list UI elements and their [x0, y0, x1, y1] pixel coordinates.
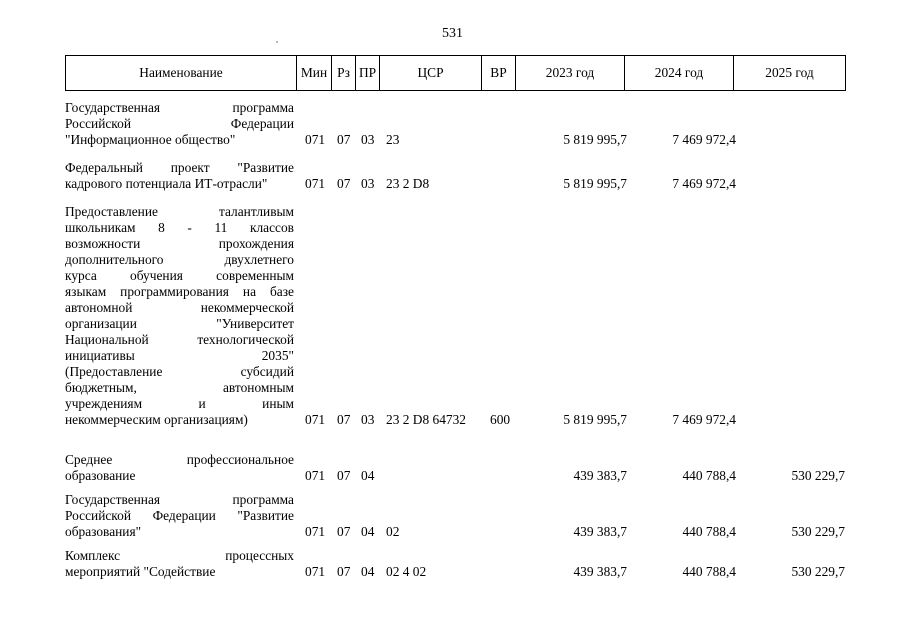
row-vr: 600	[490, 412, 511, 427]
row-2025-value: 530 229,7	[791, 468, 845, 483]
table-header	[65, 55, 846, 91]
row-pr: 04	[361, 564, 375, 579]
row-name-line: мероприятий "Содействие	[65, 564, 216, 579]
row-2024-value: 7 469 972,4	[672, 176, 736, 191]
header-pr: ПР	[356, 56, 380, 90]
row-name-line: Федеральный проект "Развитие	[65, 160, 294, 175]
row-name-line: "Информационное общество"	[65, 132, 236, 147]
table-row	[65, 100, 846, 148]
row-csr: 23 2 D8 64732	[386, 412, 466, 427]
row-pr: 03	[361, 132, 375, 147]
row-name-line: кадрового потенциала ИТ-отрасли"	[65, 176, 268, 191]
row-name	[65, 548, 294, 580]
row-csr: 23	[386, 132, 400, 147]
row-name-line: дополнительного двухлетнего	[65, 252, 294, 267]
row-name-line: языкам программирования на базе	[65, 284, 294, 299]
row-rz: 07	[337, 468, 351, 483]
header-vr: ВР	[482, 56, 516, 90]
row-name	[65, 204, 294, 428]
row-2024-value: 440 788,4	[682, 524, 736, 539]
row-name-line: Российской Федерации "Развитие	[65, 508, 294, 523]
header-csr: ЦСР	[380, 56, 482, 90]
scan-speck	[276, 41, 278, 43]
row-name-line: Государственная программа	[65, 492, 294, 507]
row-min: 071	[305, 176, 326, 191]
row-2023-value: 5 819 995,7	[563, 176, 627, 191]
header-name: Наименование	[66, 56, 297, 90]
row-rz: 07	[337, 564, 351, 579]
row-2025-value: 530 229,7	[791, 564, 845, 579]
row-name	[65, 452, 294, 484]
row-name	[65, 492, 294, 540]
row-name-line: Среднее профессиональное	[65, 452, 294, 467]
row-name-line: Государственная программа	[65, 100, 294, 115]
row-csr: 02 4 02	[386, 564, 427, 579]
table-row	[65, 160, 846, 192]
row-name-line: инициативы 2035"	[65, 348, 294, 363]
row-2024-value: 7 469 972,4	[672, 412, 736, 427]
row-name-line: (Предоставление субсидий	[65, 364, 294, 379]
row-pr: 04	[361, 524, 375, 539]
row-name-line: образования"	[65, 524, 142, 539]
row-name-line: бюджетным, автономным	[65, 380, 294, 395]
row-csr: 02	[386, 524, 400, 539]
row-min: 071	[305, 564, 326, 579]
row-name-line: автономной некоммерческой	[65, 300, 294, 315]
row-name-line: Комплекс процессных	[65, 548, 294, 563]
header-2025: 2025 год	[765, 65, 814, 80]
row-2023-value: 439 383,7	[573, 468, 627, 483]
row-min: 071	[305, 468, 326, 483]
header-2023: 2023 год	[516, 56, 625, 90]
row-2023-value: 5 819 995,7	[563, 412, 627, 427]
row-pr: 04	[361, 468, 375, 483]
table-row	[65, 204, 846, 428]
row-2024-value: 440 788,4	[682, 468, 736, 483]
row-name-line: некоммерческим организациям)	[65, 412, 248, 427]
row-name-line: Предоставление талантливым	[65, 204, 294, 219]
row-name	[65, 160, 294, 192]
row-2023-value: 5 819 995,7	[563, 132, 627, 147]
table-row	[65, 492, 846, 540]
row-2023-value: 439 383,7	[573, 524, 627, 539]
page-number: 531	[442, 26, 463, 41]
table-row	[65, 548, 846, 580]
row-min: 071	[305, 132, 326, 147]
header-rz: Рз	[332, 56, 356, 90]
row-name-line: организации "Университет	[65, 316, 294, 331]
row-2024-value: 440 788,4	[682, 564, 736, 579]
table-row	[65, 452, 846, 484]
row-pr: 03	[361, 412, 375, 427]
row-min: 071	[305, 524, 326, 539]
row-name-line: учреждениям и иным	[65, 396, 294, 411]
header-min: Мин	[297, 56, 332, 90]
row-name-line: школьникам 8 - 11 классов	[65, 220, 294, 235]
row-2024-value: 7 469 972,4	[672, 132, 736, 147]
row-csr: 23 2 D8	[386, 176, 430, 191]
row-rz: 07	[337, 132, 351, 147]
row-name	[65, 100, 294, 148]
row-name-line: возможности прохождения	[65, 236, 294, 251]
header-2024: 2024 год	[625, 56, 734, 90]
row-name-line: курса обучения современным	[65, 268, 294, 283]
row-rz: 07	[337, 524, 351, 539]
row-2025-value: 530 229,7	[791, 524, 845, 539]
row-name-line: Национальной технологической	[65, 332, 294, 347]
row-rz: 07	[337, 412, 351, 427]
row-name-line: образование	[65, 468, 136, 483]
row-pr: 03	[361, 176, 375, 191]
row-name-line: Российской Федерации	[65, 116, 294, 131]
row-rz: 07	[337, 176, 351, 191]
row-2023-value: 439 383,7	[573, 564, 627, 579]
row-min: 071	[305, 412, 326, 427]
